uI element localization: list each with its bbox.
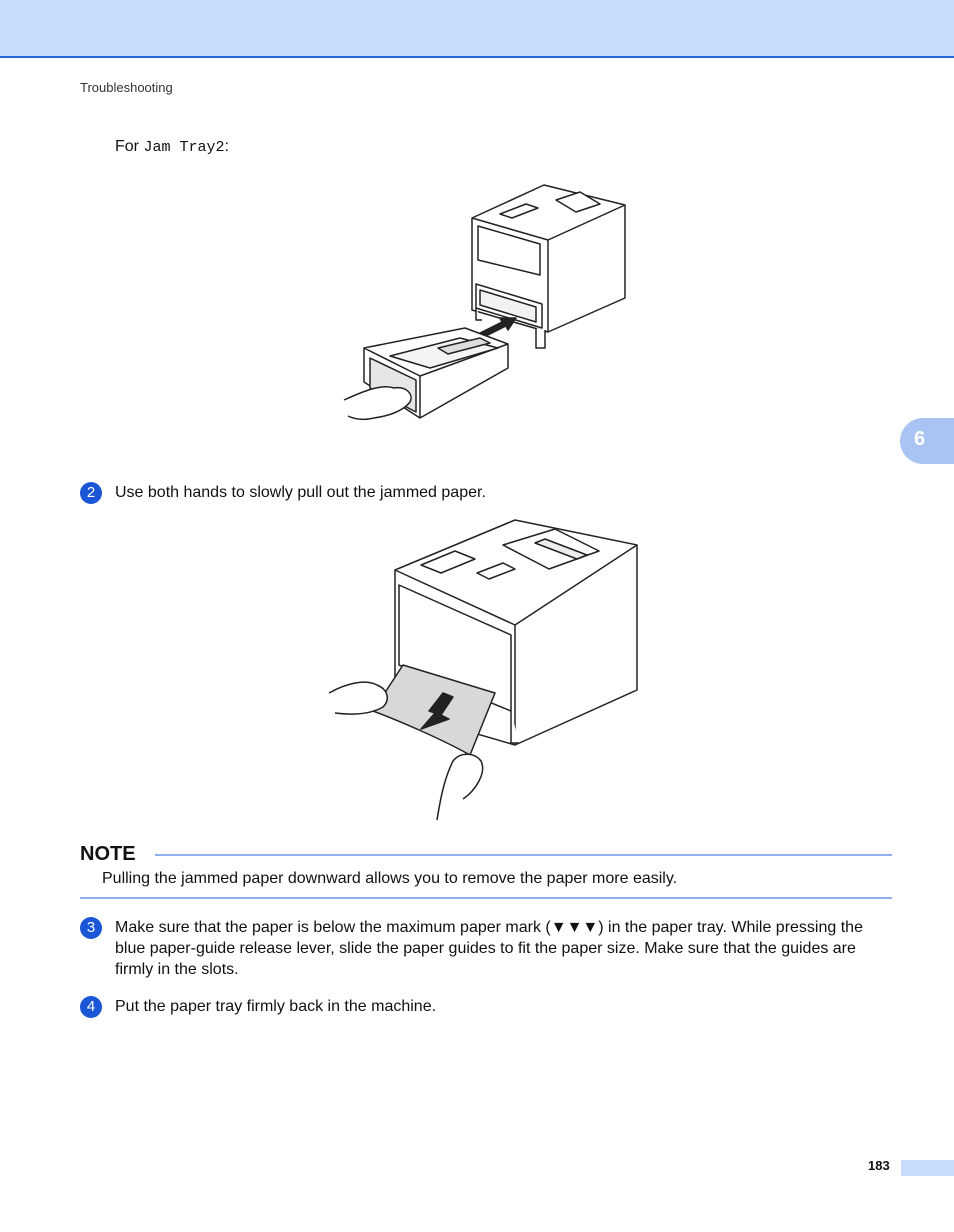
step-text: Make sure that the paper is below the maximum paper mark (▼▼▼) in the paper tray. While pressing the blue paper-guide release lever, slide the paper guides to fit the paper size. Make sure that the guides are firmly in the slots. — [115, 919, 863, 978]
page-tab — [901, 1160, 954, 1176]
step-number-badge: 2 — [80, 482, 102, 504]
section-label: Troubleshooting — [80, 80, 173, 95]
step-2 — [80, 482, 892, 503]
chapter-tab-label: 6 — [914, 428, 926, 450]
page-number: 183 — [868, 1158, 890, 1173]
step-number-badge: 4 — [80, 996, 102, 1018]
chapter-tab[interactable] — [900, 418, 954, 464]
step-text: Put the paper tray firmly back in the machine. — [115, 998, 437, 1015]
step-3 — [80, 917, 892, 980]
note-divider-bottom — [80, 897, 892, 899]
step-number-badge: 3 — [80, 917, 102, 939]
header-band — [0, 0, 954, 58]
jammed-paper-illustration — [325, 515, 650, 825]
step-4 — [80, 996, 892, 1017]
step-text: Use both hands to slowly pull out the jammed paper. — [115, 484, 486, 501]
note-title: NOTE — [80, 843, 136, 865]
printer-tray-illustration — [330, 180, 640, 430]
intro-code: Jam Tray2 — [143, 139, 225, 156]
intro-line — [115, 138, 229, 156]
note-divider-top — [155, 854, 892, 856]
note-text: Pulling the jammed paper downward allows you to remove the paper more easily. — [102, 870, 678, 887]
intro-suffix: : — [224, 138, 229, 155]
intro-prefix: For — [115, 138, 144, 155]
